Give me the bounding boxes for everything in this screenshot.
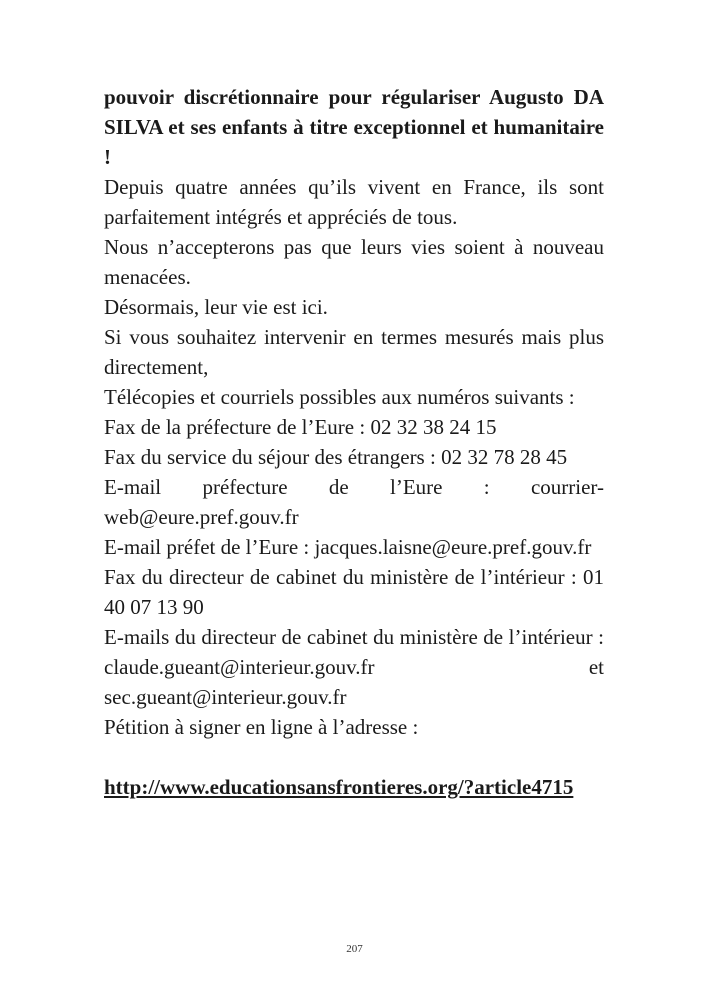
petition-line: Pétition à signer en ligne à l’adresse : [104,715,419,739]
fax-prefecture-line: Fax de la préfecture de l’Eure : 02 32 38 24 15 [104,415,497,439]
life-here-paragraph: Désormais, leur vie est ici. [104,295,328,319]
fax-cabinet-line: Fax du directeur de cabinet du ministère de l’intérieur : 01 40 07 13 90 [104,565,604,619]
email-prefecture-line: E-mail préfecture de l’Eure : courrier-web@eure.pref.gouv.fr [104,475,604,529]
contacts-intro-paragraph: Télécopies et courriels possibles aux numéros suivants : [104,385,575,409]
refusal-paragraph: Nous n’accepterons pas que leurs vies soient à nouveau menacées. [104,235,604,289]
email-prefet-line: E-mail préfet de l’Eure : jacques.laisne@eure.pref.gouv.fr [104,535,592,559]
fax-sejour-line: Fax du service du séjour des étrangers : 02 32 78 28 45 [104,445,568,469]
page-number: 207 [346,943,363,955]
blank-line [104,742,604,772]
intervene-paragraph: Si vous souhaitez intervenir en termes mesurés mais plus directement, [104,325,604,379]
integration-paragraph: Depuis quatre années qu’ils vivent en France, ils sont parfaitement intégrés et appréciés de tous. [104,175,604,229]
petition-link[interactable]: http://www.educationsansfrontieres.org/?article4715 [104,775,574,799]
regularisation-request-paragraph: pouvoir discrétionnaire pour régulariser Augusto DA SILVA et ses enfants à titre exceptionnel et humanitaire ! [104,85,604,169]
document-body [104,82,604,802]
emails-cabinet-line: E-mails du directeur de cabinet du ministère de l’intérieur : claude.gueant@interieur.gouv.fr et sec.gueant@interieur.gouv.fr [104,625,604,709]
